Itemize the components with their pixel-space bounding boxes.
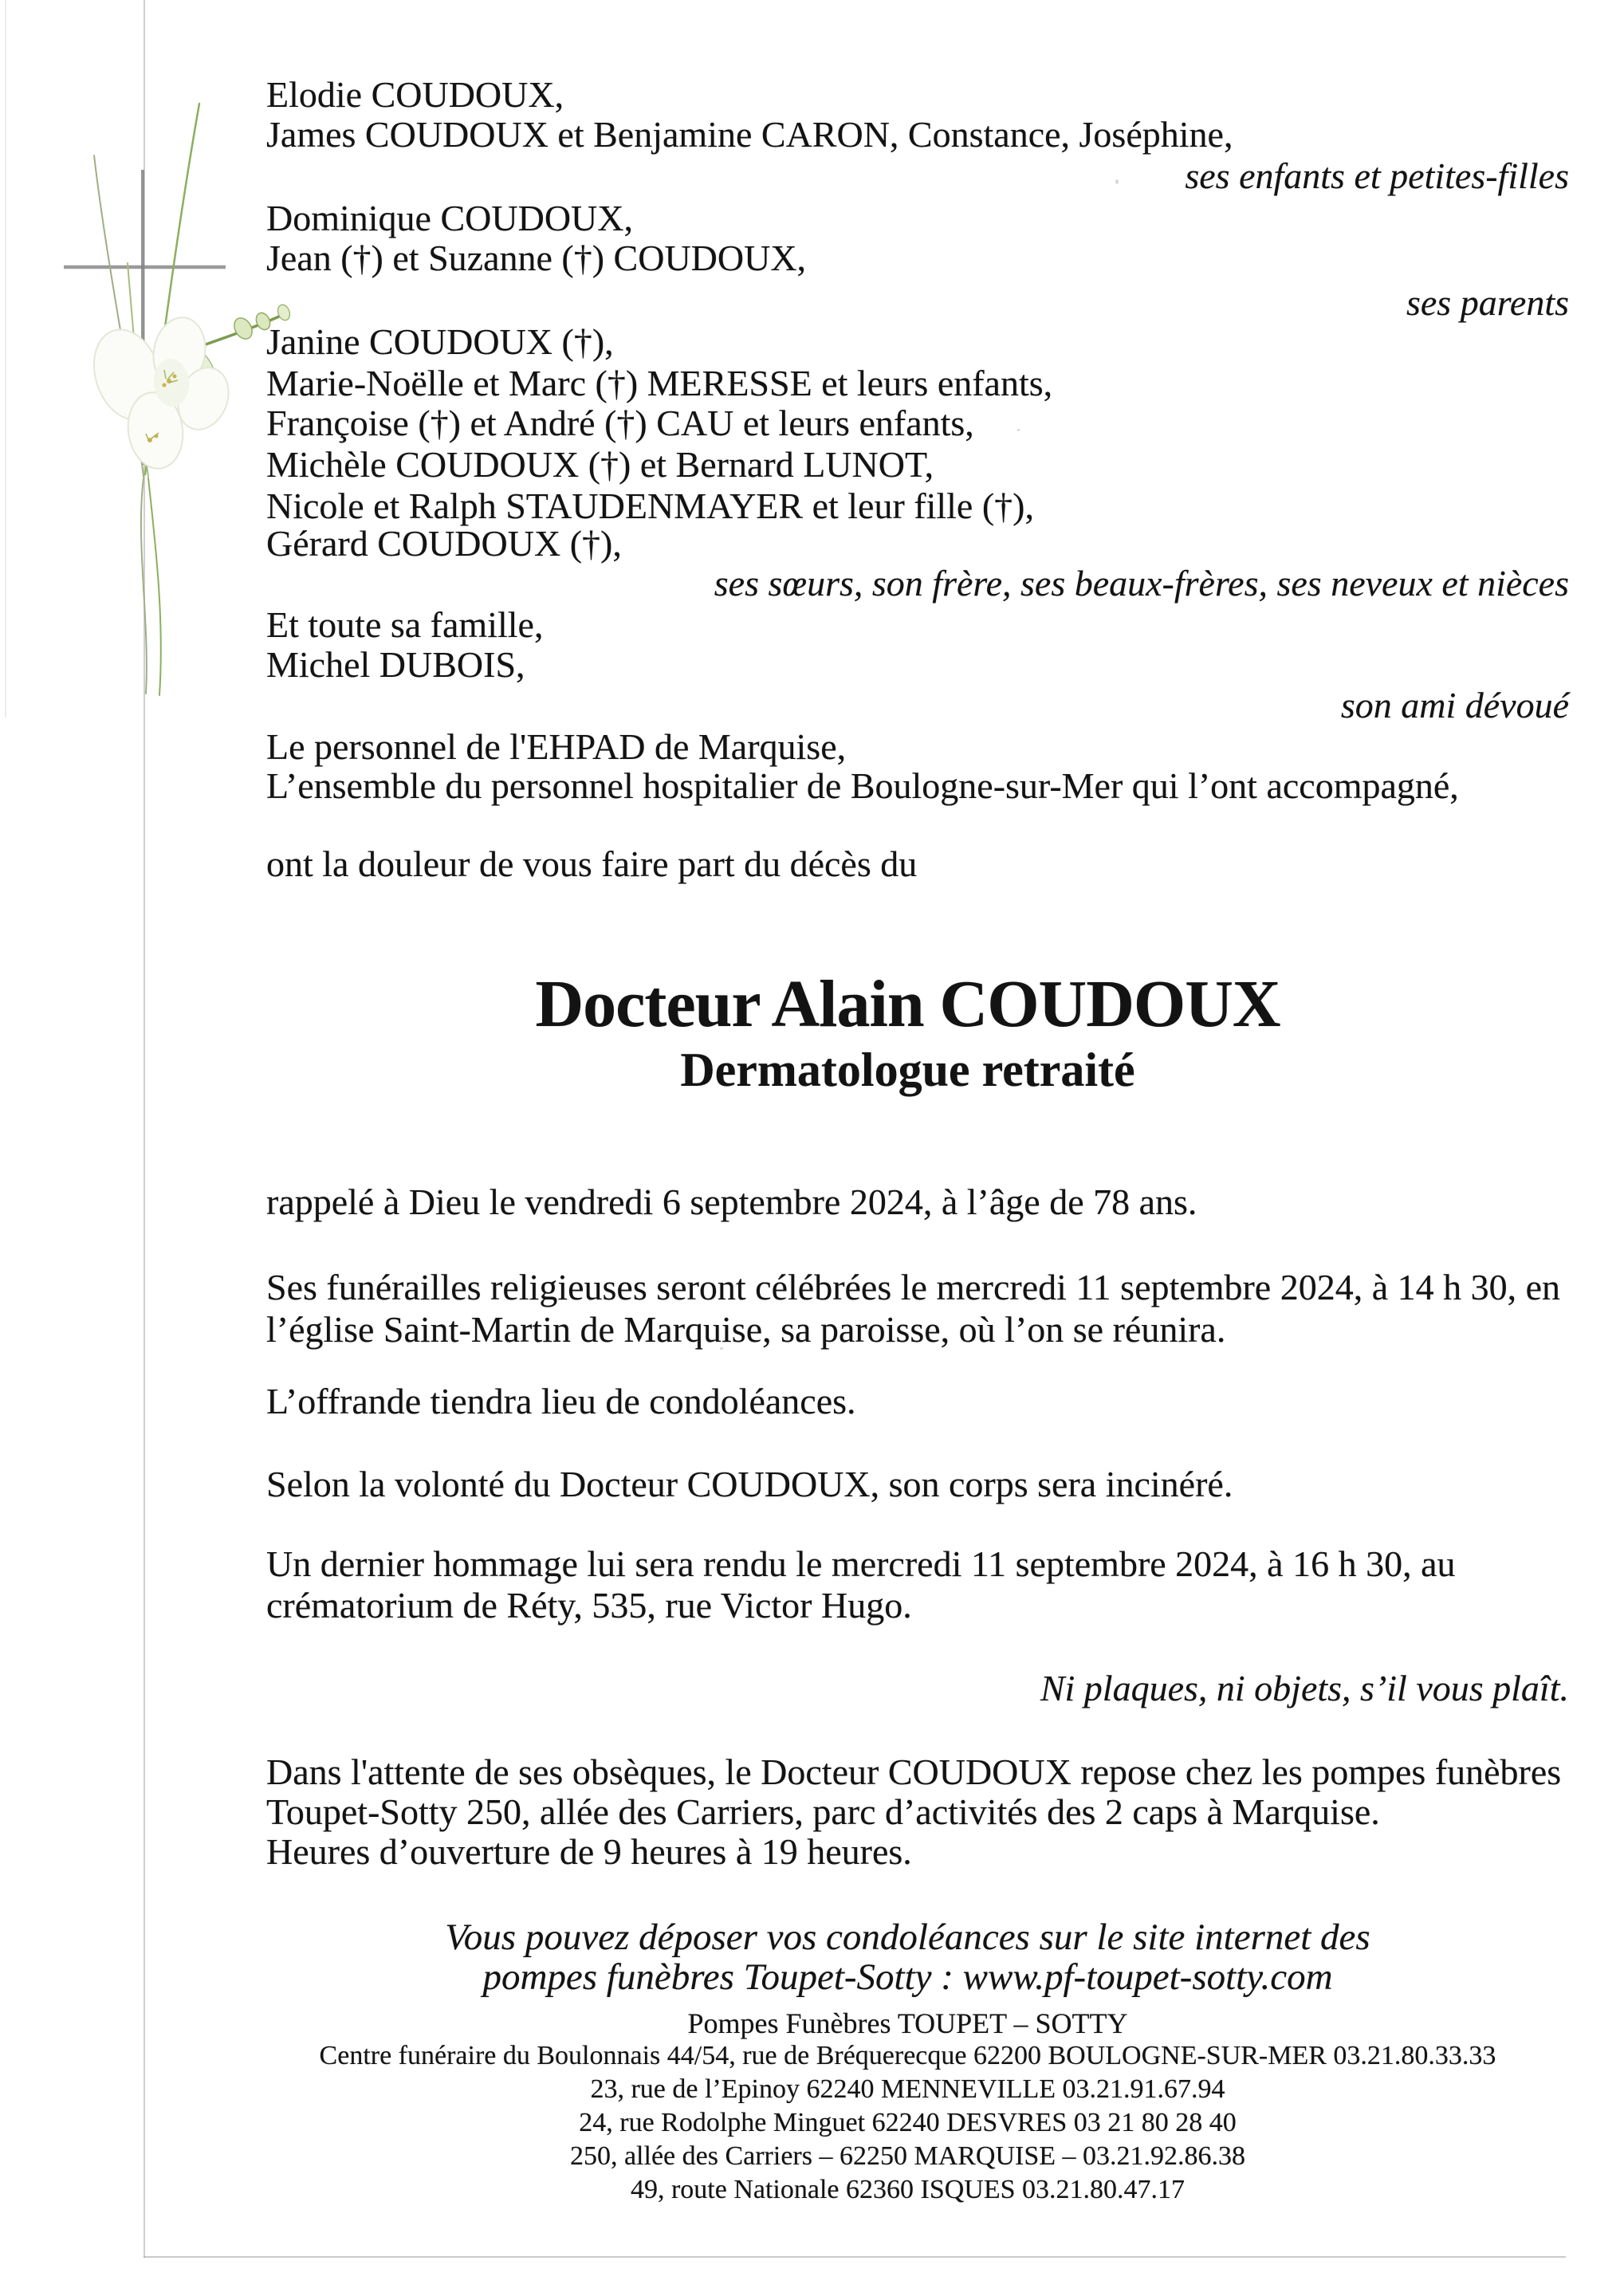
relation-caption: son ami dévoué: [1340, 685, 1569, 725]
family-line: Elodie COUDOUX,: [266, 74, 564, 115]
family-line: Et toute sa famille,: [266, 604, 544, 645]
family-line: James COUDOUX et Benjamine CARON, Constance, Joséphine,: [266, 114, 1233, 155]
family-line: Michel DUBOIS,: [266, 644, 525, 685]
family-line: Nicole et Ralph STAUDENMAYER et leur fille (†),: [266, 486, 1034, 526]
cross-and-flowers-decoration: [16, 96, 303, 702]
page-title: Docteur Alain COUDOUX: [535, 967, 1280, 1041]
family-line: Jean (†) et Suzanne (†) COUDOUX,: [266, 238, 807, 278]
family-line: Janine COUDOUX (†),: [266, 321, 614, 362]
relation-caption: ses parents: [1406, 282, 1569, 323]
detail-line: Dans l'attente de ses obsèques, le Docteur COUDOUX repose chez les pompes funèbres: [266, 1751, 1562, 1792]
family-line: Françoise (†) et André (†) CAU et leurs enfants,: [266, 403, 974, 443]
detail-line: l’église Saint-Martin de Marquise, sa paroisse, où l’on se réunira.: [266, 1309, 1226, 1350]
condolence-website-line: pompes funèbres Toupet-Sotty : www.pf-toupet-sotty.com: [482, 1956, 1333, 1998]
footer-address-line: Centre funéraire du Boulonnais 44/54, rue de Bréquerecque 62200 BOULOGNE-SUR-MER 03.21.80.33.33: [319, 2041, 1496, 2070]
family-line: Michèle COUDOUX (†) et Bernard LUNOT,: [266, 444, 934, 485]
footer-address-line: 49, route Nationale 62360 ISQUES 03.21.80.47.17: [630, 2175, 1186, 2204]
family-line: L’ensemble du personnel hospitalier de Boulogne-sur-Mer qui l’ont accompagné,: [266, 765, 1459, 806]
scan-card-bottom-border: [144, 2256, 1566, 2258]
footer-address-line: 250, allée des Carriers – 62250 MARQUISE – 03.21.92.86.38: [569, 2141, 1246, 2171]
page-subtitle: Dermatologue retraité: [680, 1044, 1135, 1096]
detail-line: Selon la volonté du Docteur COUDOUX, son corps sera incinéré.: [266, 1464, 1233, 1504]
request-note: Ni plaques, ni objets, s’il vous plaît.: [1040, 1668, 1569, 1708]
relation-caption: ses sœurs, son frère, ses beaux-frères, ses neveux et nièces: [714, 563, 1569, 603]
footer-company-name: Pompes Funèbres TOUPET – SOTTY: [687, 2007, 1128, 2039]
detail-line: Un dernier hommage lui sera rendu le mercredi 11 septembre 2024, à 16 h 30, au: [266, 1543, 1456, 1584]
intro-line: ont la douleur de vous faire part du décès du: [266, 843, 918, 884]
detail-line: rappelé à Dieu le vendredi 6 septembre 2024, à l’âge de 78 ans.: [266, 1181, 1197, 1222]
family-line: Marie-Noëlle et Marc (†) MERESSE et leurs enfants,: [266, 363, 1053, 403]
detail-line: Toupet-Sotty 250, allée des Carriers, parc d’activités des 2 caps à Marquise.: [266, 1791, 1380, 1832]
detail-line: Ses funérailles religieuses seront célébrées le mercredi 11 septembre 2024, à 14 h 30, en: [266, 1267, 1561, 1307]
relation-caption: ses enfants et petites-filles: [1185, 155, 1569, 196]
scan-outer-left-edge: [5, 0, 6, 718]
detail-line: Heures d’ouverture de 9 heures à 19 heures.: [266, 1831, 912, 1872]
detail-line: L’offrande tiendra lieu de condoléances.: [266, 1381, 856, 1421]
condolence-line: Vous pouvez déposer vos condoléances sur le site internet des: [445, 1917, 1370, 1958]
footer-address-line: 24, rue Rodolphe Minguet 62240 DESVRES 03 21 80 28 40: [579, 2108, 1237, 2137]
family-line: Dominique COUDOUX,: [266, 198, 633, 238]
family-line: Le personnel de l'EHPAD de Marquise,: [266, 726, 847, 767]
family-line: Gérard COUDOUX (†),: [266, 523, 622, 564]
detail-line: crématorium de Réty, 535, rue Victor Hugo.: [266, 1585, 912, 1626]
flower-petals: [83, 313, 238, 472]
footer-address-line: 23, rue de l’Epinoy 62240 MENNEVILLE 03.21.91.67.94: [590, 2074, 1225, 2104]
